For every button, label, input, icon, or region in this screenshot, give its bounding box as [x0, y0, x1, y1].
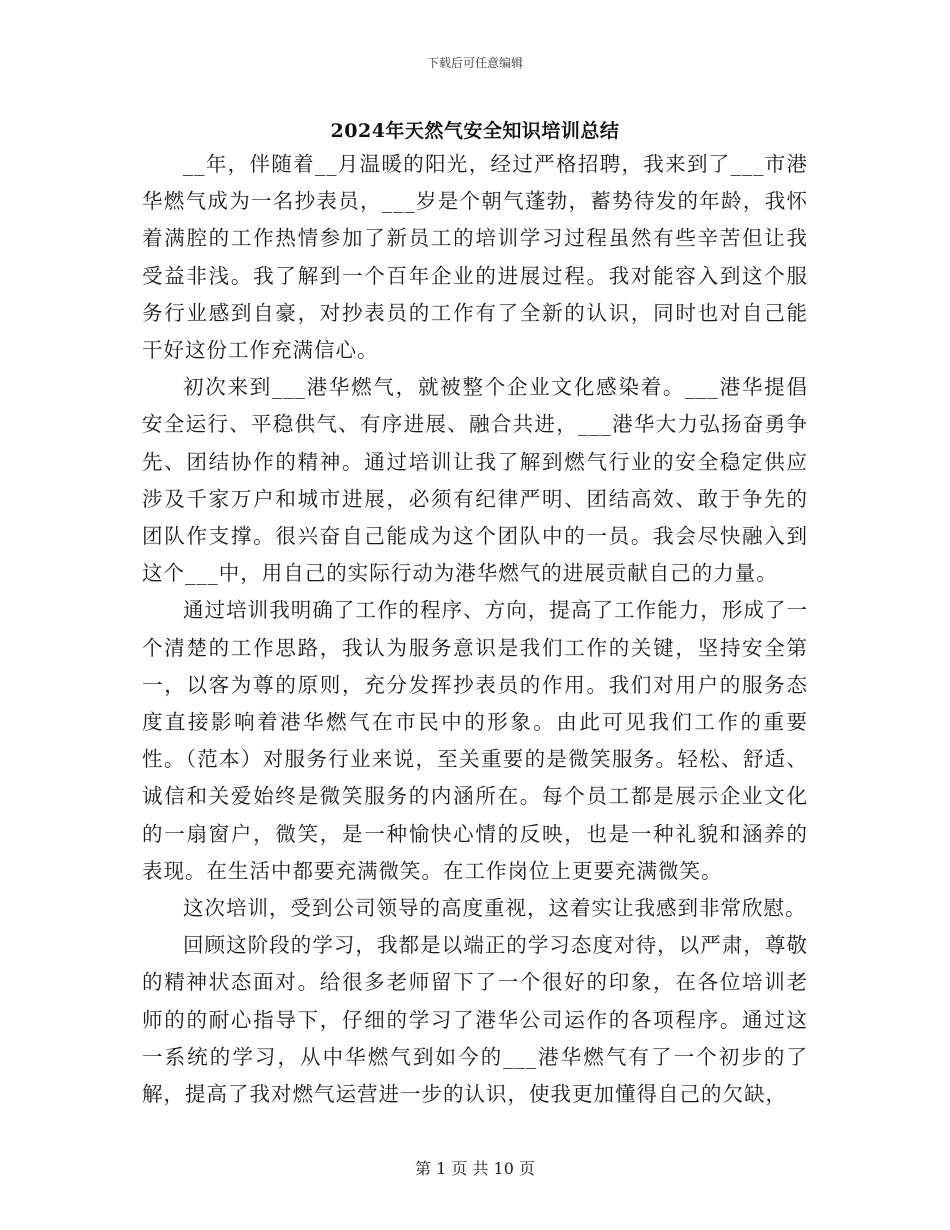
paragraph-1: __年，伴随着__月温暖的阳光，经过严格招聘，我来到了___市港华燃气成为一名抄表员，___岁是个朝气蓬勃，蓄势待发的年龄，我怀着满腔的工作热情参加了新员工的培训学习过程虽然有些辛苦但让我受益非浅。我了解到一个百年企业的进展过程。我对能容入到这个服务行业感到自豪，对抄表员的工作有了全新的认识，同时也对自己能干好这份工作充满信心。 [142, 152, 808, 363]
paragraph-3: 通过培训我明确了工作的程序、方向，提高了工作能力，形成了一个清楚的工作思路，我认为服务意识是我们工作的关键，坚持安全第一，以客为尊的原则，充分发挥抄表员的作用。我们对用户的服务态度直接影响着港华燃气在市民中的形象。由此可见我们工作的重要性。（范本）对服务行业来说，至关重要的是微笑服务。轻松、舒适、诚信和关爱始终是微笑服务的内涵所在。每个员工都是展示企业文化的一扇窗户，微笑，是一种愉快心情的反映，也是一种礼貌和涵养的表现。在生活中都要充满微笑。在工作岗位上更要充满微笑。 [142, 598, 808, 883]
document-body [142, 146, 808, 1113]
paragraph-5: 回顾这阶段的学习，我都是以端正的学习态度对待，以严肃，尊敬的精神状态面对。给很多老师留下了一个很好的印象，在各位培训老师的的耐心指导下，仔细的学习了港华公司运作的各项程序。通过这一系统的学习，从中华燃气到如今的___港华燃气有了一个初步的了解，提高了我对燃气运营进一步的认识，使我更加懂得自己的欠缺， [142, 933, 808, 1107]
page-footer: 第 1 页 共 10 页 [415, 1159, 535, 1178]
header-note: 下载后可任意编辑 [426, 56, 523, 70]
document-title: 2024年天然气安全知识培训总结 [330, 120, 620, 142]
paragraph-2: 初次来到___港华燃气，就被整个企业文化感染着。___港华提倡安全运行、平稳供气、有序进展、融合共进，___港华大力弘扬奋勇争先、团结协作的精神。通过培训让我了解到燃气行业的安全稳定供应涉及千家万户和城市进展，必须有纪律严明、团结高效、敢于争先的团队作支撑。很兴奋自己能成为这个团队中的一员。我会尽快融入到这个___中，用自己的实际行动为港华燃气的进展贡献自己的力量。 [142, 375, 808, 586]
paragraph-4: 这次培训，受到公司领导的高度重视，这着实让我感到非常欣慰。 [183, 896, 807, 921]
